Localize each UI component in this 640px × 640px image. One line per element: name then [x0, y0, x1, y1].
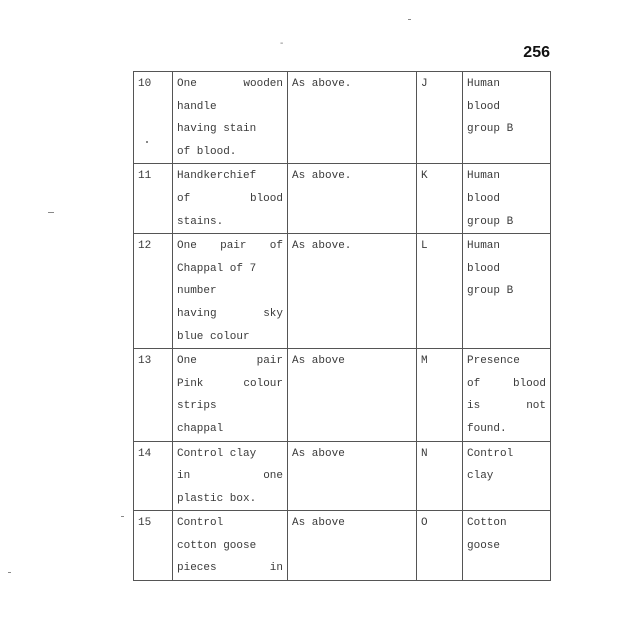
cell-line [177, 303, 283, 326]
cell-word: is [467, 400, 481, 413]
cell-line [177, 350, 283, 373]
description-cell [173, 234, 288, 349]
cell-line: clay [467, 470, 494, 483]
cell-line: Human [467, 78, 501, 90]
serial-number-cell: 10 [134, 72, 173, 164]
table-row [134, 234, 551, 349]
cell-word: in [269, 562, 283, 575]
cell-line: found. [467, 422, 507, 435]
cell-line: group B [467, 123, 514, 136]
cell-line [177, 465, 283, 488]
table-row [134, 349, 551, 441]
exhibit-mark-cell: J [417, 72, 463, 164]
cell-word: blood [249, 192, 283, 205]
result-cell [463, 511, 551, 581]
evidence-table-body [134, 72, 551, 581]
serial-number-cell: 15 [134, 511, 173, 581]
cell-line: group B [467, 285, 514, 298]
result-cell [463, 72, 551, 164]
cell-line: blood [467, 100, 501, 113]
remark-cell: As above [288, 349, 417, 441]
serial-number-cell: 11 [134, 164, 173, 234]
cell-word: in [177, 470, 191, 483]
cell-line [177, 373, 283, 396]
cell-word: pieces [177, 562, 217, 575]
cell-line: goose [467, 539, 501, 552]
description-cell [173, 72, 288, 164]
cell-line: blood [467, 262, 501, 275]
page-number: 256 [523, 44, 550, 61]
cell-line: Human [467, 240, 501, 253]
cell-line: of blood. [177, 145, 237, 158]
cell-line: Cotton [467, 517, 507, 530]
cell-line [177, 73, 283, 96]
remark-cell: As above [288, 511, 417, 581]
cell-word: of [269, 240, 283, 253]
cell-line: stains. [177, 215, 224, 228]
cell-line: number [177, 285, 217, 298]
cell-line [177, 557, 283, 580]
header-mark: - [280, 38, 284, 49]
cell-line: Chappal of 7 [177, 262, 257, 275]
cell-line: Human [467, 170, 501, 183]
cell-line: blue colour [177, 330, 250, 343]
cell-line: handle [177, 100, 217, 113]
cell-word: sky [263, 307, 283, 320]
exhibit-mark-cell: N [417, 441, 463, 511]
cell-line: Handkerchief [177, 170, 257, 183]
table-row [134, 511, 551, 581]
description-cell [173, 349, 288, 441]
cell-line: Control [467, 447, 514, 460]
cell-word: having [177, 307, 217, 320]
cell-word: One [177, 240, 197, 253]
cell-line: Presence [467, 355, 520, 368]
cell-line: plastic box. [177, 492, 257, 505]
table-row [134, 72, 551, 164]
serial-number-cell: 12 [134, 234, 173, 349]
cell-line [467, 373, 546, 396]
cell-word: pair [256, 355, 283, 368]
table-row [134, 164, 551, 234]
result-cell [463, 349, 551, 441]
cell-word: not [526, 400, 546, 413]
scan-speck [408, 19, 411, 20]
cell-word: of [467, 377, 481, 390]
description-cell [173, 441, 288, 511]
cell-line [177, 188, 283, 211]
cell-line [467, 395, 546, 418]
serial-number-cell: 14 [134, 441, 173, 511]
cell-word: One [177, 78, 197, 90]
cell-word: Pink [177, 377, 204, 390]
cell-line: group B [467, 215, 514, 228]
scan-speck [8, 572, 11, 573]
cell-word: wooden [243, 78, 283, 90]
evidence-table [133, 71, 551, 581]
cell-word: colour [243, 377, 283, 390]
cell-line: chappal [177, 422, 224, 435]
cell-word: one [263, 470, 283, 483]
cell-line: Control clay [177, 447, 257, 460]
remark-cell: As above. [288, 234, 417, 349]
result-cell [463, 234, 551, 349]
cell-word: pair [220, 240, 247, 253]
exhibit-mark-cell: L [417, 234, 463, 349]
remark-cell: As above. [288, 164, 417, 234]
table-row [134, 441, 551, 511]
exhibit-mark-cell: K [417, 164, 463, 234]
serial-number-cell: 13 [134, 349, 173, 441]
cell-line: having stain [177, 123, 257, 136]
cell-line: blood [467, 192, 501, 205]
scan-speck [48, 212, 54, 213]
exhibit-mark-cell: O [417, 511, 463, 581]
cell-line: cotton goose [177, 539, 257, 552]
result-cell [463, 441, 551, 511]
result-cell [463, 164, 551, 234]
cell-word: One [177, 355, 197, 368]
exhibit-mark-cell: M [417, 349, 463, 441]
cell-word: blood [512, 377, 546, 390]
scan-speck [121, 516, 124, 517]
cell-word: of [177, 192, 191, 205]
remark-cell: As above [288, 441, 417, 511]
description-cell [173, 164, 288, 234]
cell-line: strips [177, 400, 217, 413]
remark-cell: As above. [288, 72, 417, 164]
description-cell [173, 511, 288, 581]
cell-line [177, 235, 283, 258]
cell-line: Control [177, 517, 224, 530]
